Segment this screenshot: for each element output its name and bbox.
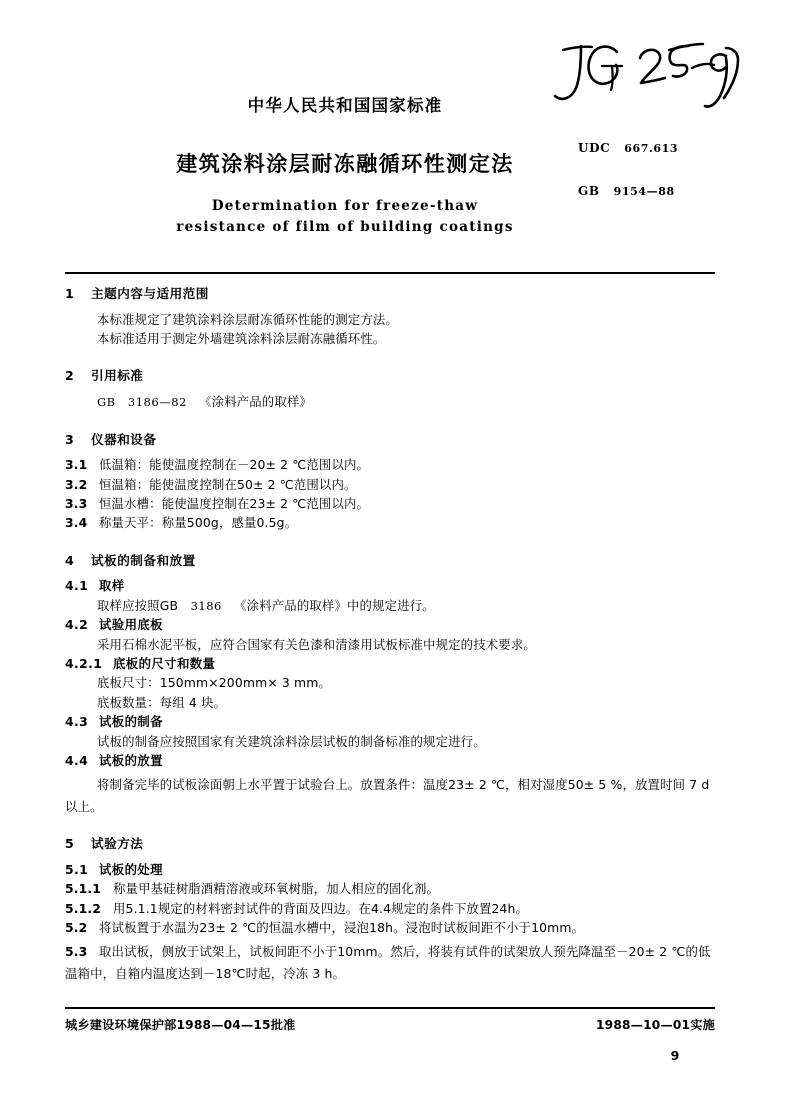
clause-text-5-1-1: 称量甲基硅树脂酒精溶液或环氧树脂，加人相应的固化剂。	[113, 881, 440, 897]
clause-title-4-1: 取样	[99, 578, 125, 594]
clause-5-3	[65, 941, 717, 984]
gb-number: 9154—88	[613, 185, 675, 198]
clause-heading-4-3	[65, 716, 717, 728]
clause-number-3-4: 3.4	[65, 515, 88, 531]
clause-4-1-prefix: 取样应按照GB	[97, 597, 179, 613]
clause-text-5-1-2: 用5.1.1规定的材料密封试件的背面及四边。在4.4规定的条件下放置24h。	[113, 900, 529, 916]
clause-text-3-4: 称量天平：称量500g，感量0.5g。	[99, 515, 298, 531]
clause-5-1-1	[65, 883, 717, 895]
page-number: 9	[670, 1048, 680, 1063]
footer-implementation-text: 1988—10—01实施	[596, 1018, 715, 1032]
clause-text-3-1: 低温箱：能使温度控制在－20± 2 ℃范围以内。	[99, 457, 370, 473]
reference-code: GB	[97, 395, 116, 409]
section-heading-2	[65, 370, 717, 383]
footer-approval-text: 城乡建设环境保护部1988—04—15批准	[65, 1018, 296, 1032]
clause-text-5-2: 将试板置于水温为23± 2 ℃的恒温水槽中，浸泡18h。浸泡时试板间距不小于10mm。	[99, 919, 585, 935]
clause-number-5-1-1: 5.1.1	[65, 881, 102, 897]
clause-3-4	[65, 517, 717, 529]
national-standard-label: 中华人民共和国国家标准	[247, 96, 443, 115]
clause-3-3	[65, 495, 717, 511]
section-heading-1	[65, 288, 717, 301]
clause-heading-4-2	[65, 619, 717, 631]
clause-text-3-3: 恒温水槽：能使温度控制在23± 2 ℃范围以内。	[99, 495, 370, 511]
clause-number-3-3: 3.3	[65, 495, 88, 511]
clause-3-2	[65, 476, 717, 492]
clause-title-4-4: 试板的放置	[99, 753, 163, 769]
gb-code	[578, 184, 675, 198]
clause-heading-4-4	[65, 755, 717, 767]
clause-body-4-4: 将制备完毕的试板涂面朝上水平置于试验台上。放置条件：温度23± 2 ℃，相对湿度50± 5 %，放置时间 7 d以上。	[65, 777, 710, 814]
header-divider-rule	[65, 272, 715, 274]
handwritten-annotation-jg-25-97	[540, 28, 750, 118]
section-number-5: 5	[65, 836, 75, 852]
udc-label: UDC	[578, 141, 611, 155]
clause-body-4-2-1-quantity: 底板数量：每组 4 块。	[97, 694, 227, 710]
clause-title-4-3: 试板的制备	[99, 714, 163, 730]
clause-text-5-3: 取出试板，侧放于试架上，试板间距不小于10mm。然后，将装有试件的试架放人预先降温至－20± 2 ℃的低温箱中，自箱内温度达到－18℃时起，冷冻 3 h。	[65, 944, 711, 981]
section-1-paragraph-2: 本标准适用于测定外墙建筑涂料涂层耐冻融循环性。	[97, 331, 386, 346]
clause-number-3-1: 3.1	[65, 457, 88, 473]
udc-number: 667.613	[624, 142, 679, 155]
clause-body-4-2: 采用石棉水泥平板，应符合国家有关色漆和清漆用试板标准中规定的技术要求。	[97, 636, 536, 652]
section-title-3: 仪器和设备	[91, 431, 157, 447]
clause-5-1-2	[65, 900, 717, 916]
clause-heading-4-1	[65, 580, 717, 592]
document-title-en-line2: resistance of film of building coatings	[176, 219, 514, 235]
clause-body-4-3: 试板的制备应按照国家有关建筑涂料涂层试板的制备标准的规定进行。	[97, 733, 486, 749]
section-number-3: 3	[65, 431, 75, 447]
clause-title-4-2: 试验用底板	[99, 617, 163, 633]
clause-number-4-1: 4.1	[65, 578, 89, 594]
clause-3-1	[65, 459, 717, 471]
clause-number-4-2-1: 4.2.1	[65, 656, 103, 672]
section-title-5: 试验方法	[91, 836, 144, 852]
clause-4-1-code: 3186	[190, 598, 222, 613]
clause-4-1-suffix: 《涂料产品的取样》中的规定进行。	[234, 597, 435, 613]
section-2-reference	[65, 396, 717, 409]
section-heading-5	[65, 838, 717, 851]
section-1-paragraph-1: 本标准规定了建筑涂料涂层耐冻循环性能的测定方法。	[97, 311, 398, 327]
clause-number-4-3: 4.3	[65, 714, 89, 730]
clause-title-5-1: 试板的处理	[99, 861, 163, 877]
section-number-1: 1	[65, 286, 75, 301]
clause-5-2	[65, 919, 717, 935]
section-title-2: 引用标准	[91, 368, 144, 384]
clause-number-3-2: 3.2	[65, 476, 88, 492]
section-heading-3	[65, 431, 717, 447]
section-number-2: 2	[65, 368, 75, 384]
clause-text-3-2: 恒温箱：能使温度控制在50± 2 ℃范围以内。	[99, 476, 357, 492]
gb-label: GB	[578, 184, 600, 198]
document-title-cn: 建筑涂料涂层耐冻融循环性测定法	[176, 152, 514, 176]
clause-number-5-1-2: 5.1.2	[65, 900, 102, 916]
clause-body-4-1	[65, 597, 717, 613]
document-body	[65, 288, 717, 984]
clause-heading-5-1	[65, 861, 717, 877]
clause-number-5-3: 5.3	[65, 944, 88, 960]
section-heading-4	[65, 552, 717, 568]
section-title-4: 试板的制备和放置	[91, 552, 196, 568]
clause-number-4-4: 4.4	[65, 753, 89, 769]
footer-divider-rule	[65, 1007, 715, 1009]
udc-code	[578, 141, 678, 155]
clause-number-5-2: 5.2	[65, 919, 88, 935]
reference-name: 《涂料产品的取样》	[199, 394, 312, 409]
reference-number: 3186—82	[127, 395, 187, 409]
clause-body-4-2-1-dimensions: 底板尺寸：150mm×200mm× 3 mm。	[97, 675, 332, 691]
section-number-4: 4	[65, 552, 75, 568]
clause-number-4-2: 4.2	[65, 617, 89, 633]
clause-heading-4-2-1	[65, 658, 717, 670]
section-title-1: 主题内容与适用范围	[91, 286, 209, 301]
clause-number-5-1: 5.1	[65, 861, 89, 877]
clause-title-4-2-1: 底板的尺寸和数量	[113, 656, 216, 672]
document-title-en-line1: Determination for freeze-thaw	[211, 198, 479, 214]
